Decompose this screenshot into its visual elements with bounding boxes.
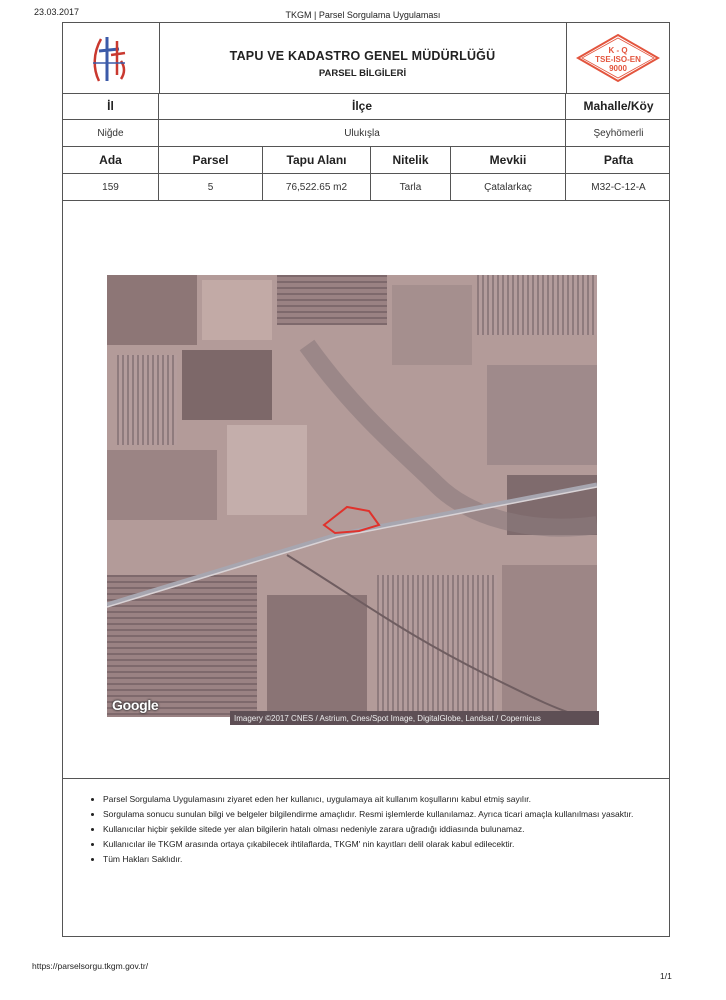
location-value-row xyxy=(63,120,669,147)
disclaimer-item: • Kullanıcılar hiçbir şekilde sitede yer alan bilgilerin hatalı olması nedeniyle zarara uğradığı iddiasında bulunamaz. xyxy=(103,823,663,835)
parcel-info-frame xyxy=(62,22,670,937)
tkgm-logo-icon xyxy=(63,23,159,93)
cert-line-2: TSE-ISO-EN xyxy=(595,55,641,64)
cert-line-1: K - Q xyxy=(608,46,628,55)
nitelik-header: Nitelik xyxy=(371,147,451,173)
mevkii-value: Çatalarkaç xyxy=(451,174,566,200)
il-value: Niğde xyxy=(63,120,159,146)
cert-line-3: 9000 xyxy=(609,64,627,73)
location-header-row xyxy=(63,93,669,120)
ada-header: Ada xyxy=(63,147,159,173)
mahalle-header: Mahalle/Köy xyxy=(583,99,654,113)
parcel-header-row xyxy=(63,147,669,174)
disclaimer-item: • Parsel Sorgulama Uygulamasını ziyaret eden her kullanıcı, uygulamaya ait kullanım koşullarını kabul etmiş sayılır. xyxy=(103,793,663,805)
print-page-number: 1/1 xyxy=(660,971,672,981)
document-title: TAPU VE KADASTRO GENEL MÜDÜRLÜĞÜ xyxy=(229,49,496,63)
pafta-header: Pafta xyxy=(603,153,634,167)
print-page-title: TKGM | Parsel Sorgulama Uygulaması xyxy=(285,10,441,20)
satellite-map[interactable] xyxy=(107,275,597,717)
logo-cell xyxy=(63,23,160,93)
certificate-cell xyxy=(566,23,671,93)
google-logo: Google xyxy=(112,697,159,713)
ada-value: 159 xyxy=(63,174,159,200)
ilce-header: İlçe xyxy=(159,93,566,119)
il-header: İl xyxy=(63,93,159,119)
title-cell xyxy=(159,23,567,93)
imagery-attribution: Imagery ©2017 CNES / Astrium, Cnes/Spot Image, DigitalGlobe, Landsat / Copernicus xyxy=(230,711,599,725)
disclaimer-item: • Sorgulama sonucu sunulan bilgi ve belgeler bilgilendirme amaçlıdır. Resmi işlemlerde kullanılamaz. Ayrıca ticari amaçla kullanılması yasaktır. xyxy=(103,808,663,820)
mevkii-header: Mevkii xyxy=(451,147,566,173)
nitelik-value: Tarla xyxy=(371,174,451,200)
disclaimer-list xyxy=(85,793,663,868)
parsel-value: 5 xyxy=(159,174,263,200)
satellite-imagery xyxy=(107,275,597,717)
document-subtitle: PARSEL BİLGİLERİ xyxy=(318,68,407,79)
mahalle-value: Şeyhömerli xyxy=(593,127,644,139)
parcel-value-row xyxy=(63,174,669,201)
document-header xyxy=(63,23,669,94)
tapu-alani-value: 76,522.65 m2 xyxy=(263,174,371,200)
certificate-stamp-icon xyxy=(566,23,671,93)
parcel-info-table xyxy=(63,93,669,201)
ilce-value: Ulukışla xyxy=(159,120,566,146)
tapu-alani-header: Tapu Alanı xyxy=(263,147,371,173)
disclaimer-item: • Tüm Hakları Saklıdır. xyxy=(103,853,663,865)
parsel-header: Parsel xyxy=(159,147,263,173)
print-url: https://parselsorgu.tkgm.gov.tr/ xyxy=(32,961,149,971)
print-date: 23.03.2017 xyxy=(34,7,80,17)
disclaimer-item: • Kullanıcılar ile TKGM arasında ortaya çıkabilecek ihtilaflarda, TKGM' nin kayıtları delil olarak kabul edilecektir. xyxy=(103,838,663,850)
disclaimer-box xyxy=(63,778,669,939)
pafta-value: M32-C-12-A xyxy=(591,181,646,193)
